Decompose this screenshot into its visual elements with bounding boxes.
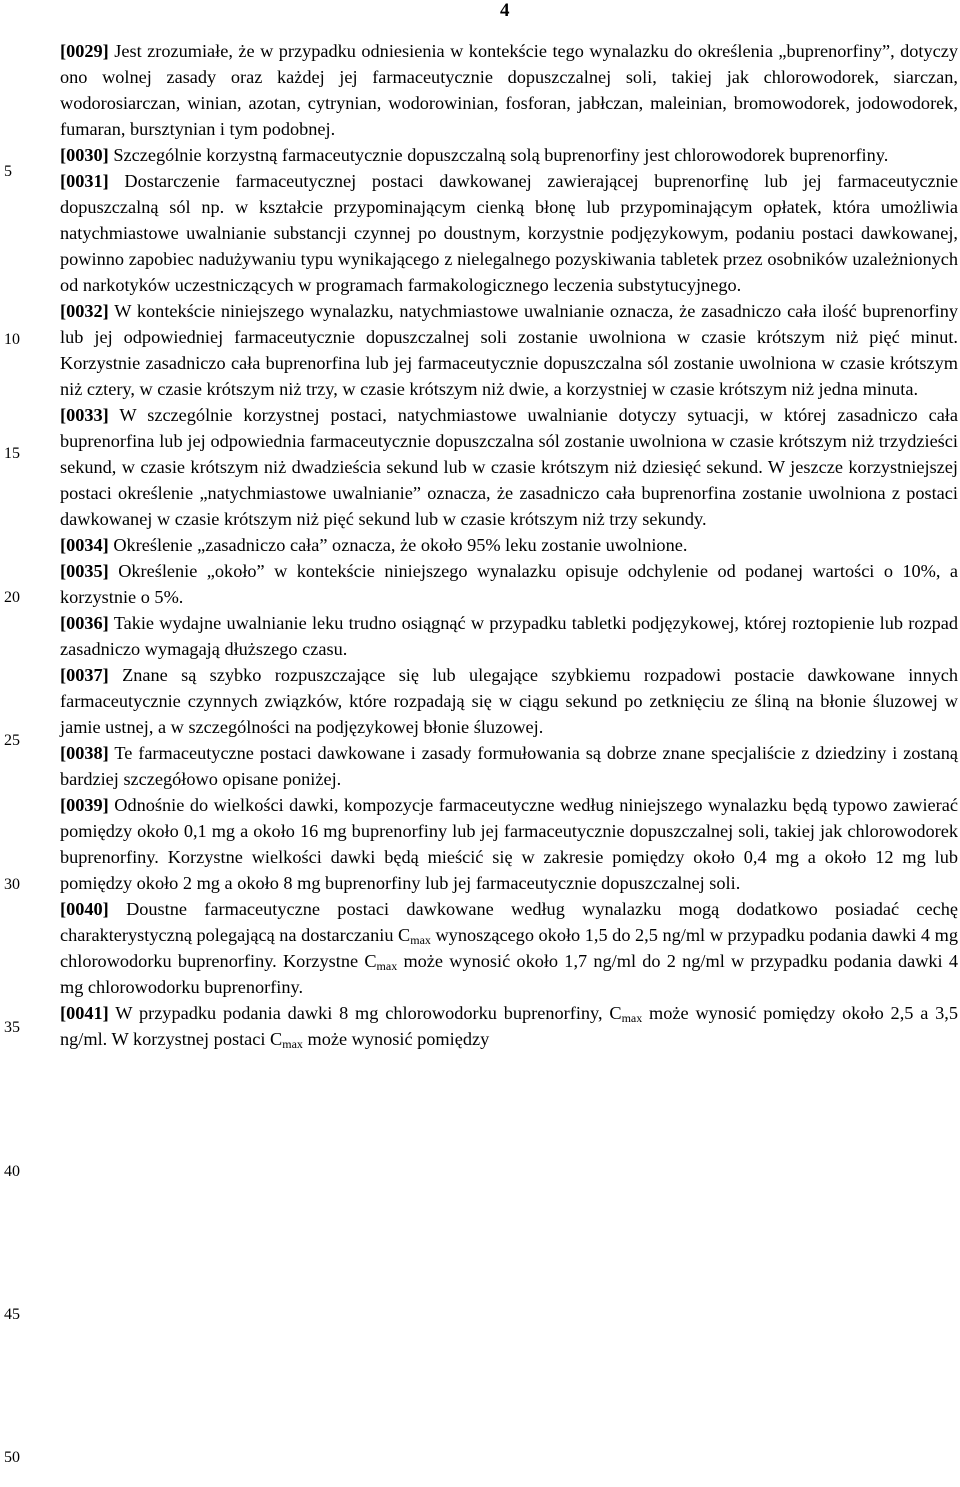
paragraph-0036 <box>60 610 958 662</box>
line-number: 25 <box>4 732 20 749</box>
paragraph-text: wynoszącego około 1,5 do 2,5 ng/ml w przypadku podania dawki 4 mg chlorowodorku buprenorfiny. Korzystne C <box>60 925 958 971</box>
paragraph-text: W kontekście niniejszego wynalazku, natychmiastowe uwalnianie oznacza, że zasadniczo cała ilość buprenorfiny lub jej odpowiedniej farmaceutycznie dopuszczalnej soli zostanie uwolniona w czasie krótszym niż pięć minut. Korzystnie zasadniczo cała buprenorfina lub jej farmaceutycznie dopuszczalna sól zostanie uwolniona w czasie krótszym niż cztery, w czasie krótszym niż trzy, w czasie krótszym niż dwie, a korzystniej w czasie krótszym niż jedna minuta. <box>60 301 958 399</box>
paragraph-id: [0040] <box>60 899 109 919</box>
paragraph-id: [0033] <box>60 405 109 425</box>
line-number: 5 <box>4 163 12 180</box>
paragraph-0038 <box>60 740 958 792</box>
line-number: 20 <box>4 589 20 606</box>
paragraph-text: W szczególnie korzystnej postaci, natychmiastowe uwalnianie dotyczy sytuacji, w której zasadniczo cała buprenorfina lub jej odpowiednia farmaceutycznie dopuszczalna sól zostanie uwolniona w czasie krótszym niż trzydzieści sekund, w czasie krótszym niż dwadzieścia sekund lub w czasie krótszym niż dziesięć sekund. W jeszcze korzystniejszej postaci określenie „natychmiastowe uwalnianie” oznacza, że zasadniczo cała buprenorfina zostanie uwolniona z postaci dawkowanej w czasie krótszym niż pięć sekund lub w czasie krótszym niż trzy sekundy. <box>60 405 958 529</box>
paragraph-0032 <box>60 298 958 402</box>
paragraph-0034 <box>60 532 958 558</box>
paragraph-id: [0032] <box>60 301 109 321</box>
subscript-max: max <box>282 1037 303 1051</box>
paragraph-0033 <box>60 402 958 532</box>
line-number-gutter <box>0 0 40 1487</box>
paragraph-text: Te farmaceutyczne postaci dawkowane i zasady formułowania są dobrze znane specjaliście z dziedziny i zostaną bardziej szczegółowo opisane poniżej. <box>60 743 958 789</box>
line-number: 30 <box>4 876 20 893</box>
paragraph-id: [0041] <box>60 1003 109 1023</box>
page-number: 4 <box>500 0 510 21</box>
paragraph-text: może wynosić pomiędzy około 2,5 a 3,5 ng/ml. W korzystnej postaci C <box>60 1003 958 1049</box>
paragraph-0030 <box>60 142 958 168</box>
paragraph-0039 <box>60 792 958 896</box>
paragraph-id: [0038] <box>60 743 109 763</box>
line-number: 10 <box>4 331 20 348</box>
paragraph-id: [0030] <box>60 145 109 165</box>
paragraph-text: Odnośnie do wielkości dawki, kompozycje farmaceutyczne według niniejszego wynalazku będą typowo zawierać pomiędzy około 0,1 mg a około 16 mg buprenorfiny lub jej farmaceutycznie dopuszczalnej soli, takiej jak chlorowodorek buprenorfiny. Korzystne wielkości dawki będą mieścić się w zakresie pomiędzy około 0,4 mg a około 12 mg lub pomiędzy około 2 mg a około 8 mg buprenorfiny lub jej farmaceutycznie dopuszczalnej soli. <box>60 795 958 893</box>
line-number: 40 <box>4 1163 20 1180</box>
subscript-max: max <box>410 933 431 947</box>
paragraph-text: Określenie „około” w kontekście niniejszego wynalazku opisuje odchylenie od podanej wartości o 10%, a korzystnie o 5%. <box>60 561 958 607</box>
subscript-max: max <box>621 1011 643 1025</box>
paragraph-text: Doustne farmaceutyczne postaci dawkowane według wynalazku mogą dodatkowo posiadać cechę charakterystyczną polegającą na dostarczaniu C <box>60 899 958 945</box>
line-number: 45 <box>4 1306 20 1323</box>
paragraph-text: Jest zrozumiałe, że w przypadku odniesienia w kontekście tego wynalazku do określenia „buprenorfiny”, dotyczy ono wolnej zasady oraz każdej jej farmaceutycznie dopuszczalnej soli, takiej jak chlorowodorek, siarczan, wodorosiarczan, winian, azotan, cytrynian, wodorowinian, fosforan, jabłczan, maleinian, bromowodorek, jodowodorek, fumaran, bursztynian i tym podobnej. <box>60 41 958 139</box>
paragraph-text: Takie wydajne uwalnianie leku trudno osiągnąć w przypadku tabletki podjęzykowej, której roztopienie lub rozpad zasadniczo wymagają dłuższego czasu. <box>60 613 958 659</box>
paragraph-id: [0031] <box>60 171 109 191</box>
subscript-max: max <box>376 959 398 973</box>
paragraph-text: Dostarczenie farmaceutycznej postaci dawkowanej zawierającej buprenorfinę lub jej farmaceutycznie dopuszczalną sól np. w kształcie przypominającym cienką błonę lub przypominającym opłatek, która umożliwia natychmiastowe uwalnianie substancji czynnej po doustnym, korzystnie podjęzykowym, podaniu postaci dawkowanej, powinno zapobiec nadużywaniu typu wynikającego z nielegalnego pozyskiwania tabletek przez osobników uzależnionych od narkotyków uczestniczących w programach farmakologicznego leczenia substytucyjnego. <box>60 171 958 295</box>
paragraph-0035 <box>60 558 958 610</box>
paragraph-id: [0037] <box>60 665 109 685</box>
paragraph-id: [0039] <box>60 795 109 815</box>
line-number: 50 <box>4 1449 20 1466</box>
paragraph-id: [0029] <box>60 41 109 61</box>
paragraph-text: Szczególnie korzystną farmaceutycznie dopuszczalną solą buprenorfiny jest chlorowodorek buprenorfiny. <box>113 145 889 165</box>
paragraph-text: może wynosić pomiędzy <box>302 1029 490 1049</box>
paragraph-0041 <box>60 1000 958 1052</box>
paragraph-text: Określenie „zasadniczo cała” oznacza, że około 95% leku zostanie uwolnione. <box>113 535 688 555</box>
paragraph-id: [0036] <box>60 613 109 633</box>
document-body <box>60 38 958 1052</box>
paragraph-0037 <box>60 662 958 740</box>
paragraph-0040 <box>60 896 958 1000</box>
paragraph-id: [0035] <box>60 561 109 581</box>
paragraph-text: W przypadku podania dawki 8 mg chlorowodorku buprenorfiny, C <box>115 1003 622 1023</box>
paragraph-id: [0034] <box>60 535 109 555</box>
line-number: 35 <box>4 1019 20 1036</box>
line-number: 15 <box>4 445 20 462</box>
paragraph-0029 <box>60 38 958 142</box>
paragraph-0031 <box>60 168 958 298</box>
paragraph-text: Znane są szybko rozpuszczające się lub ulegające szybkiemu rozpadowi postacie dawkowane innych farmaceutycznie czynnych związków, które rozpadają się w ciągu sekund po zetknięciu ze śliną na błonie śluzowej w jamie ustnej, a w szczególności na podjęzykowej błonie śluzowej. <box>60 665 958 737</box>
paragraph-text: może wynosić około 1,7 ng/ml do 2 ng/ml w przypadku podania dawki 4 mg chlorowodorku buprenorfiny. <box>60 951 959 997</box>
